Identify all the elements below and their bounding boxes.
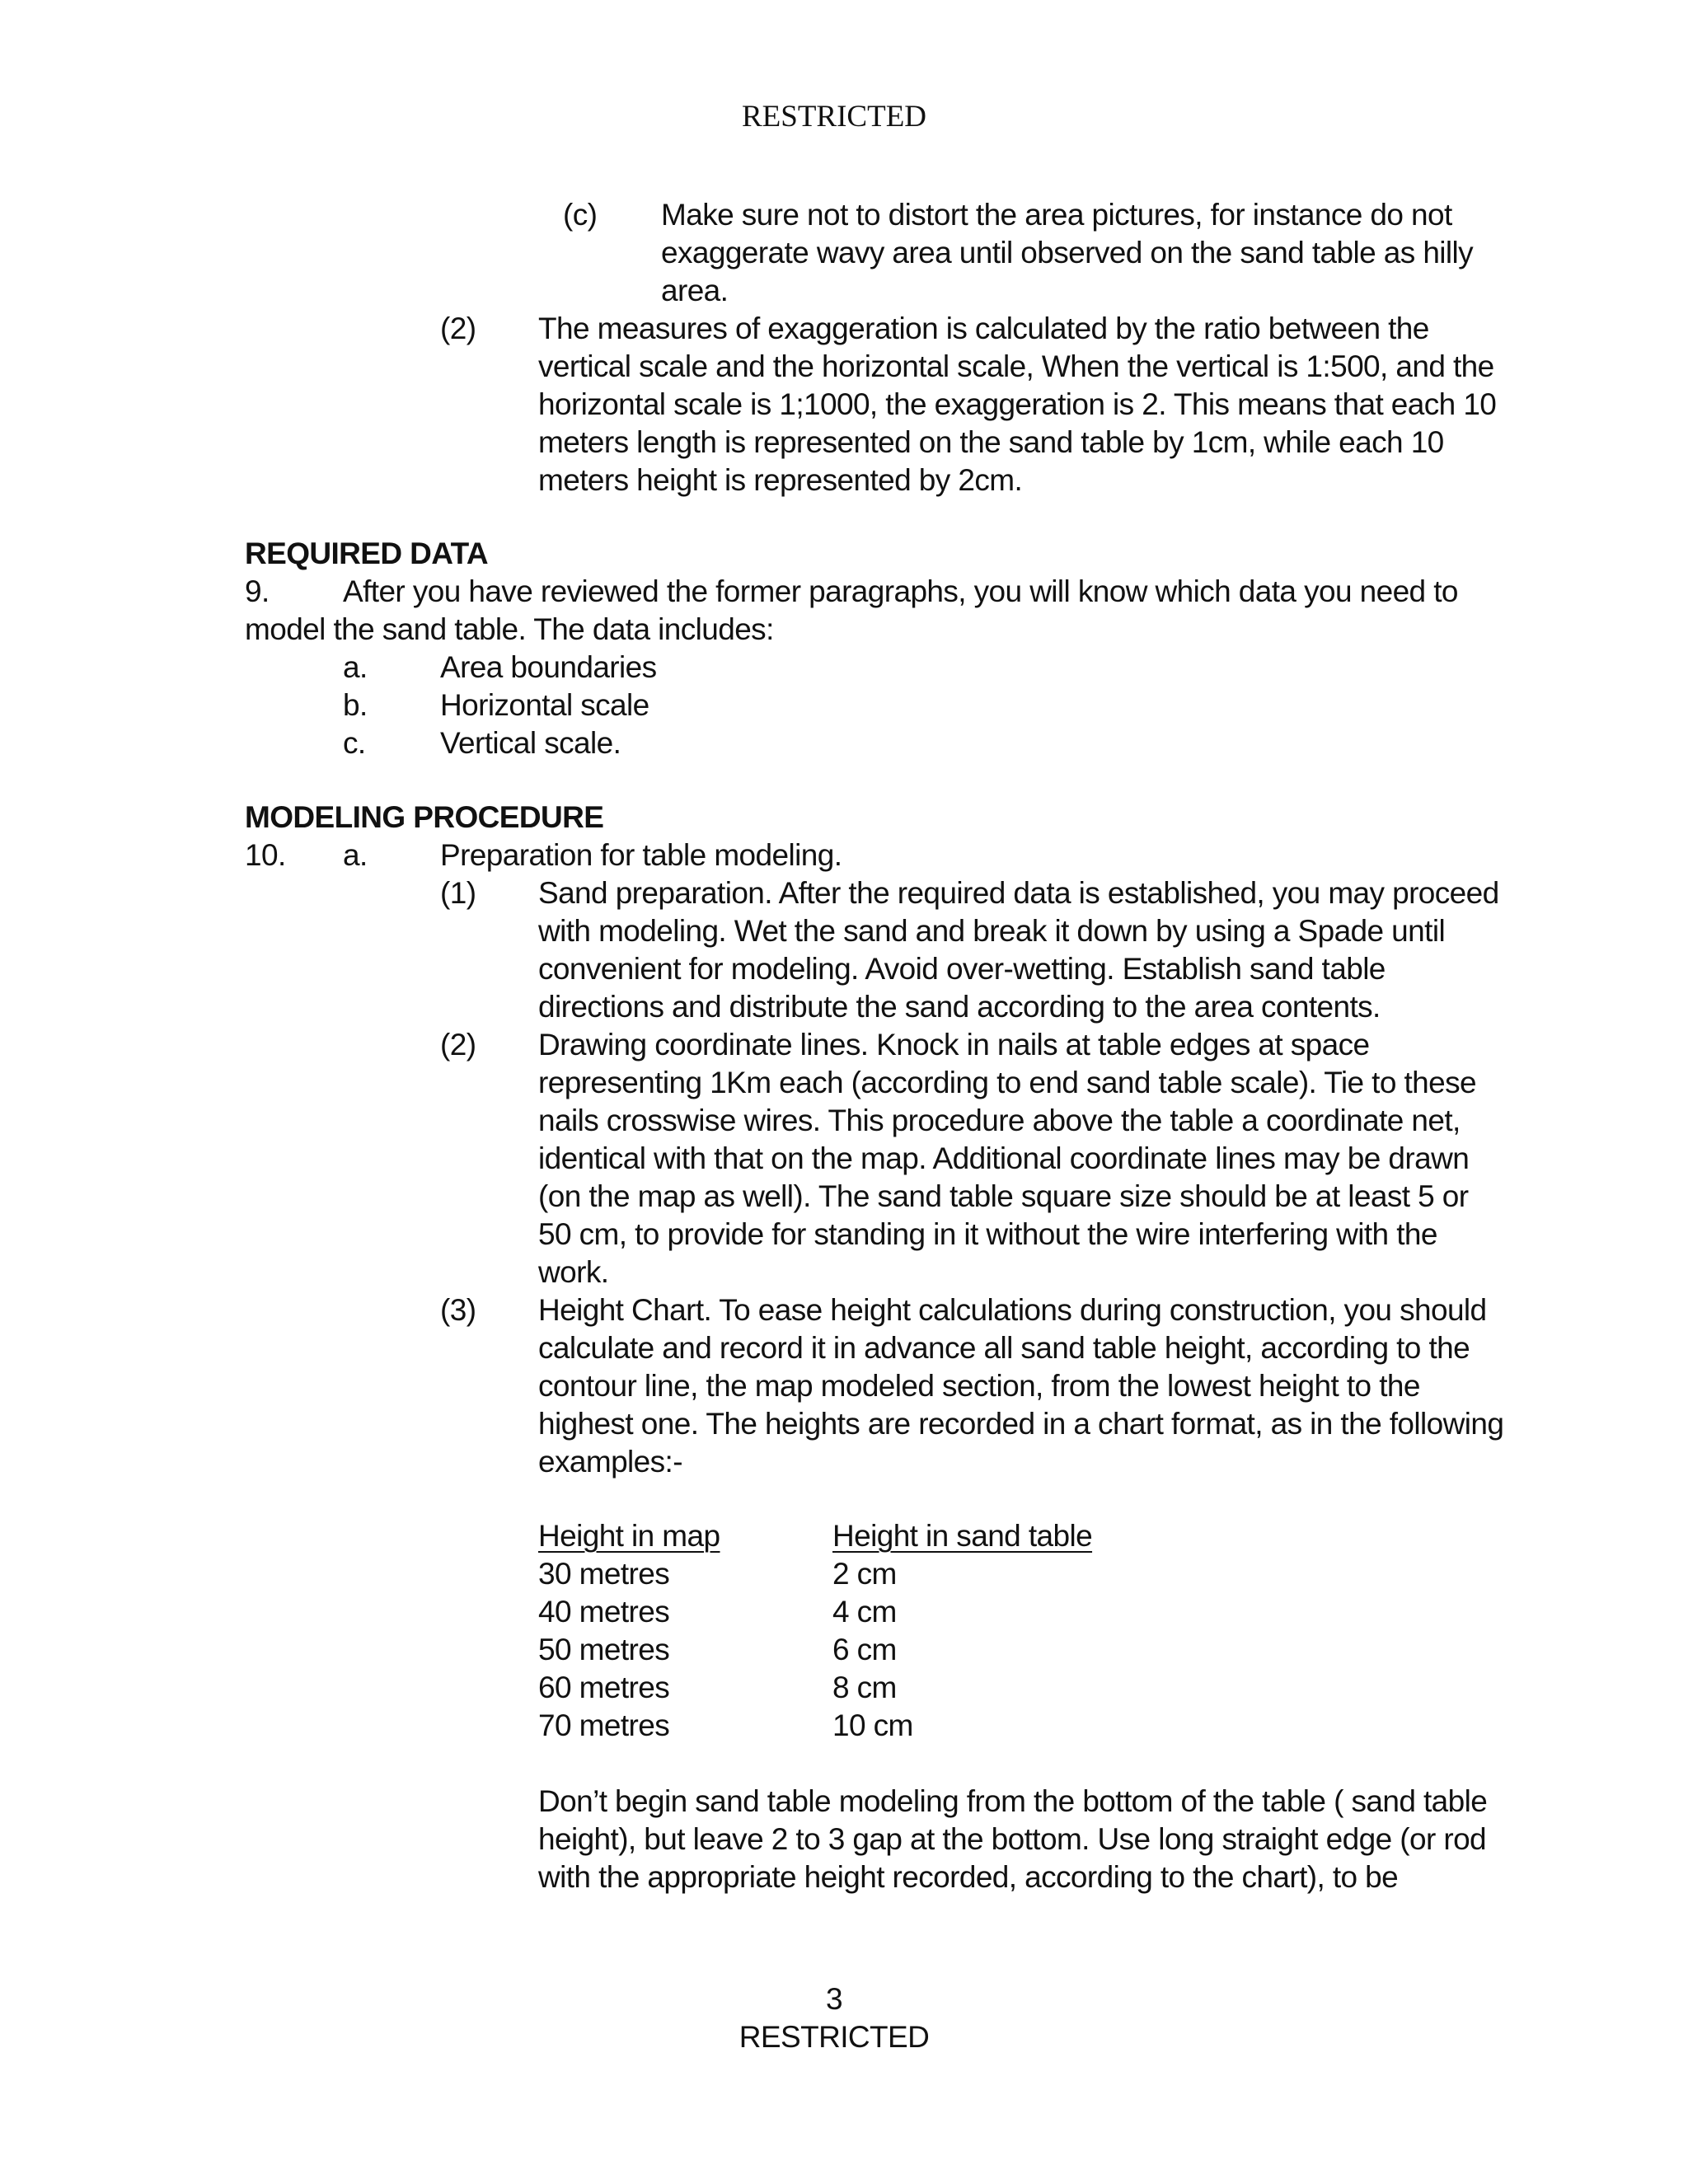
item-2b-line-4: identical with that on the map. Additional coordinate lines may be drawn (538, 1141, 1470, 1175)
table-header-height-in-map: Height in map (538, 1519, 720, 1553)
table-cell-sand-10: 10 cm (832, 1708, 913, 1742)
list-item-marker-c: c. (343, 726, 366, 760)
item-c-marker: (c) (563, 198, 598, 232)
item-2b-line-5: (on the map as well). The sand table square size should be at least 5 or (538, 1179, 1469, 1213)
para-10-sub-text: Preparation for table modeling. (440, 838, 842, 872)
table-cell-sand-8: 8 cm (832, 1671, 897, 1704)
list-item-horizontal-scale: Horizontal scale (440, 688, 649, 722)
item-2b-marker: (2) (440, 1028, 476, 1062)
item-2-line-4: meters length is represented on the sand table by 1cm, while each 10 (538, 425, 1444, 459)
page-number: 3 (826, 1982, 842, 2016)
header-classification: RESTRICTED (741, 100, 927, 134)
table-header-height-in-sand-table: Height in sand table (832, 1519, 1093, 1553)
list-item-marker-a: a. (343, 650, 368, 684)
item-3-line-5: examples:- (538, 1445, 682, 1479)
item-1-marker: (1) (440, 876, 476, 910)
item-3-line-3: contour line, the map modeled section, from the lowest height to the (538, 1369, 1420, 1403)
para-9-line-2: model the sand table. The data includes: (245, 612, 774, 646)
closing-line-2: height), but leave 2 to 3 gap at the bottom. Use long straight edge (or rod (538, 1822, 1487, 1856)
para-10-sub-marker: a. (343, 838, 368, 872)
item-3-marker: (3) (440, 1293, 476, 1327)
item-2-line-1: The measures of exaggeration is calculated by the ratio between the (538, 312, 1429, 345)
required-data-heading: REQUIRED DATA (245, 537, 489, 570)
item-2b-line-1: Drawing coordinate lines. Knock in nails at table edges at space (538, 1028, 1370, 1062)
modeling-procedure-heading: MODELING PROCEDURE (245, 800, 604, 834)
item-2-line-2: vertical scale and the horizontal scale, When the vertical is 1:500, and the (538, 349, 1494, 383)
item-2b-line-6: 50 cm, to provide for standing in it without the wire interfering with the (538, 1217, 1437, 1251)
item-c-line-2: exaggerate wavy area until observed on the sand table as hilly (661, 236, 1474, 269)
item-1-line-4: directions and distribute the sand according to the area contents. (538, 990, 1381, 1024)
para-9-number: 9. (245, 574, 270, 608)
table-cell-map-50: 50 metres (538, 1633, 670, 1666)
table-cell-map-40: 40 metres (538, 1595, 670, 1629)
table-cell-map-60: 60 metres (538, 1671, 670, 1704)
footer-classification: RESTRICTED (738, 2020, 930, 2054)
table-cell-sand-2: 2 cm (832, 1557, 897, 1591)
para-9-line-1: After you have reviewed the former paragraphs, you will know which data you need to (343, 574, 1458, 608)
item-2-marker: (2) (440, 312, 476, 345)
table-cell-sand-4: 4 cm (832, 1595, 897, 1629)
item-c-line-1: Make sure not to distort the area pictures, for instance do not (661, 198, 1452, 232)
table-cell-map-30: 30 metres (538, 1557, 670, 1591)
item-3-line-1: Height Chart. To ease height calculations during construction, you should (538, 1293, 1487, 1327)
item-3-line-4: highest one. The heights are recorded in a chart format, as in the following (538, 1407, 1504, 1441)
item-2b-line-7: work. (538, 1255, 609, 1289)
item-c-line-3: area. (661, 274, 729, 307)
item-1-line-1: Sand preparation. After the required data is established, you may proceed (538, 876, 1499, 910)
item-2-line-5: meters height is represented by 2cm. (538, 463, 1023, 497)
list-item-area-boundaries: Area boundaries (440, 650, 657, 684)
item-2b-line-2: representing 1Km each (according to end sand table scale). Tie to these (538, 1066, 1476, 1099)
para-10-number: 10. (245, 838, 286, 872)
list-item-marker-b: b. (343, 688, 368, 722)
item-1-line-3: convenient for modeling. Avoid over-wetting. Establish sand table (538, 952, 1386, 986)
list-item-vertical-scale: Vertical scale. (440, 726, 621, 760)
closing-line-3: with the appropriate height recorded, according to the chart), to be (538, 1860, 1399, 1894)
table-cell-map-70: 70 metres (538, 1708, 670, 1742)
item-3-line-2: calculate and record it in advance all sand table height, according to the (538, 1331, 1470, 1365)
table-cell-sand-6: 6 cm (832, 1633, 897, 1666)
closing-line-1: Don’t begin sand table modeling from the bottom of the table ( sand table (538, 1784, 1488, 1818)
item-1-line-2: with modeling. Wet the sand and break it down by using a Spade until (538, 914, 1446, 948)
item-2b-line-3: nails crosswise wires. This procedure above the table a coordinate net, (538, 1104, 1461, 1137)
item-2-line-3: horizontal scale is 1;1000, the exaggeration is 2. This means that each 10 (538, 387, 1497, 421)
